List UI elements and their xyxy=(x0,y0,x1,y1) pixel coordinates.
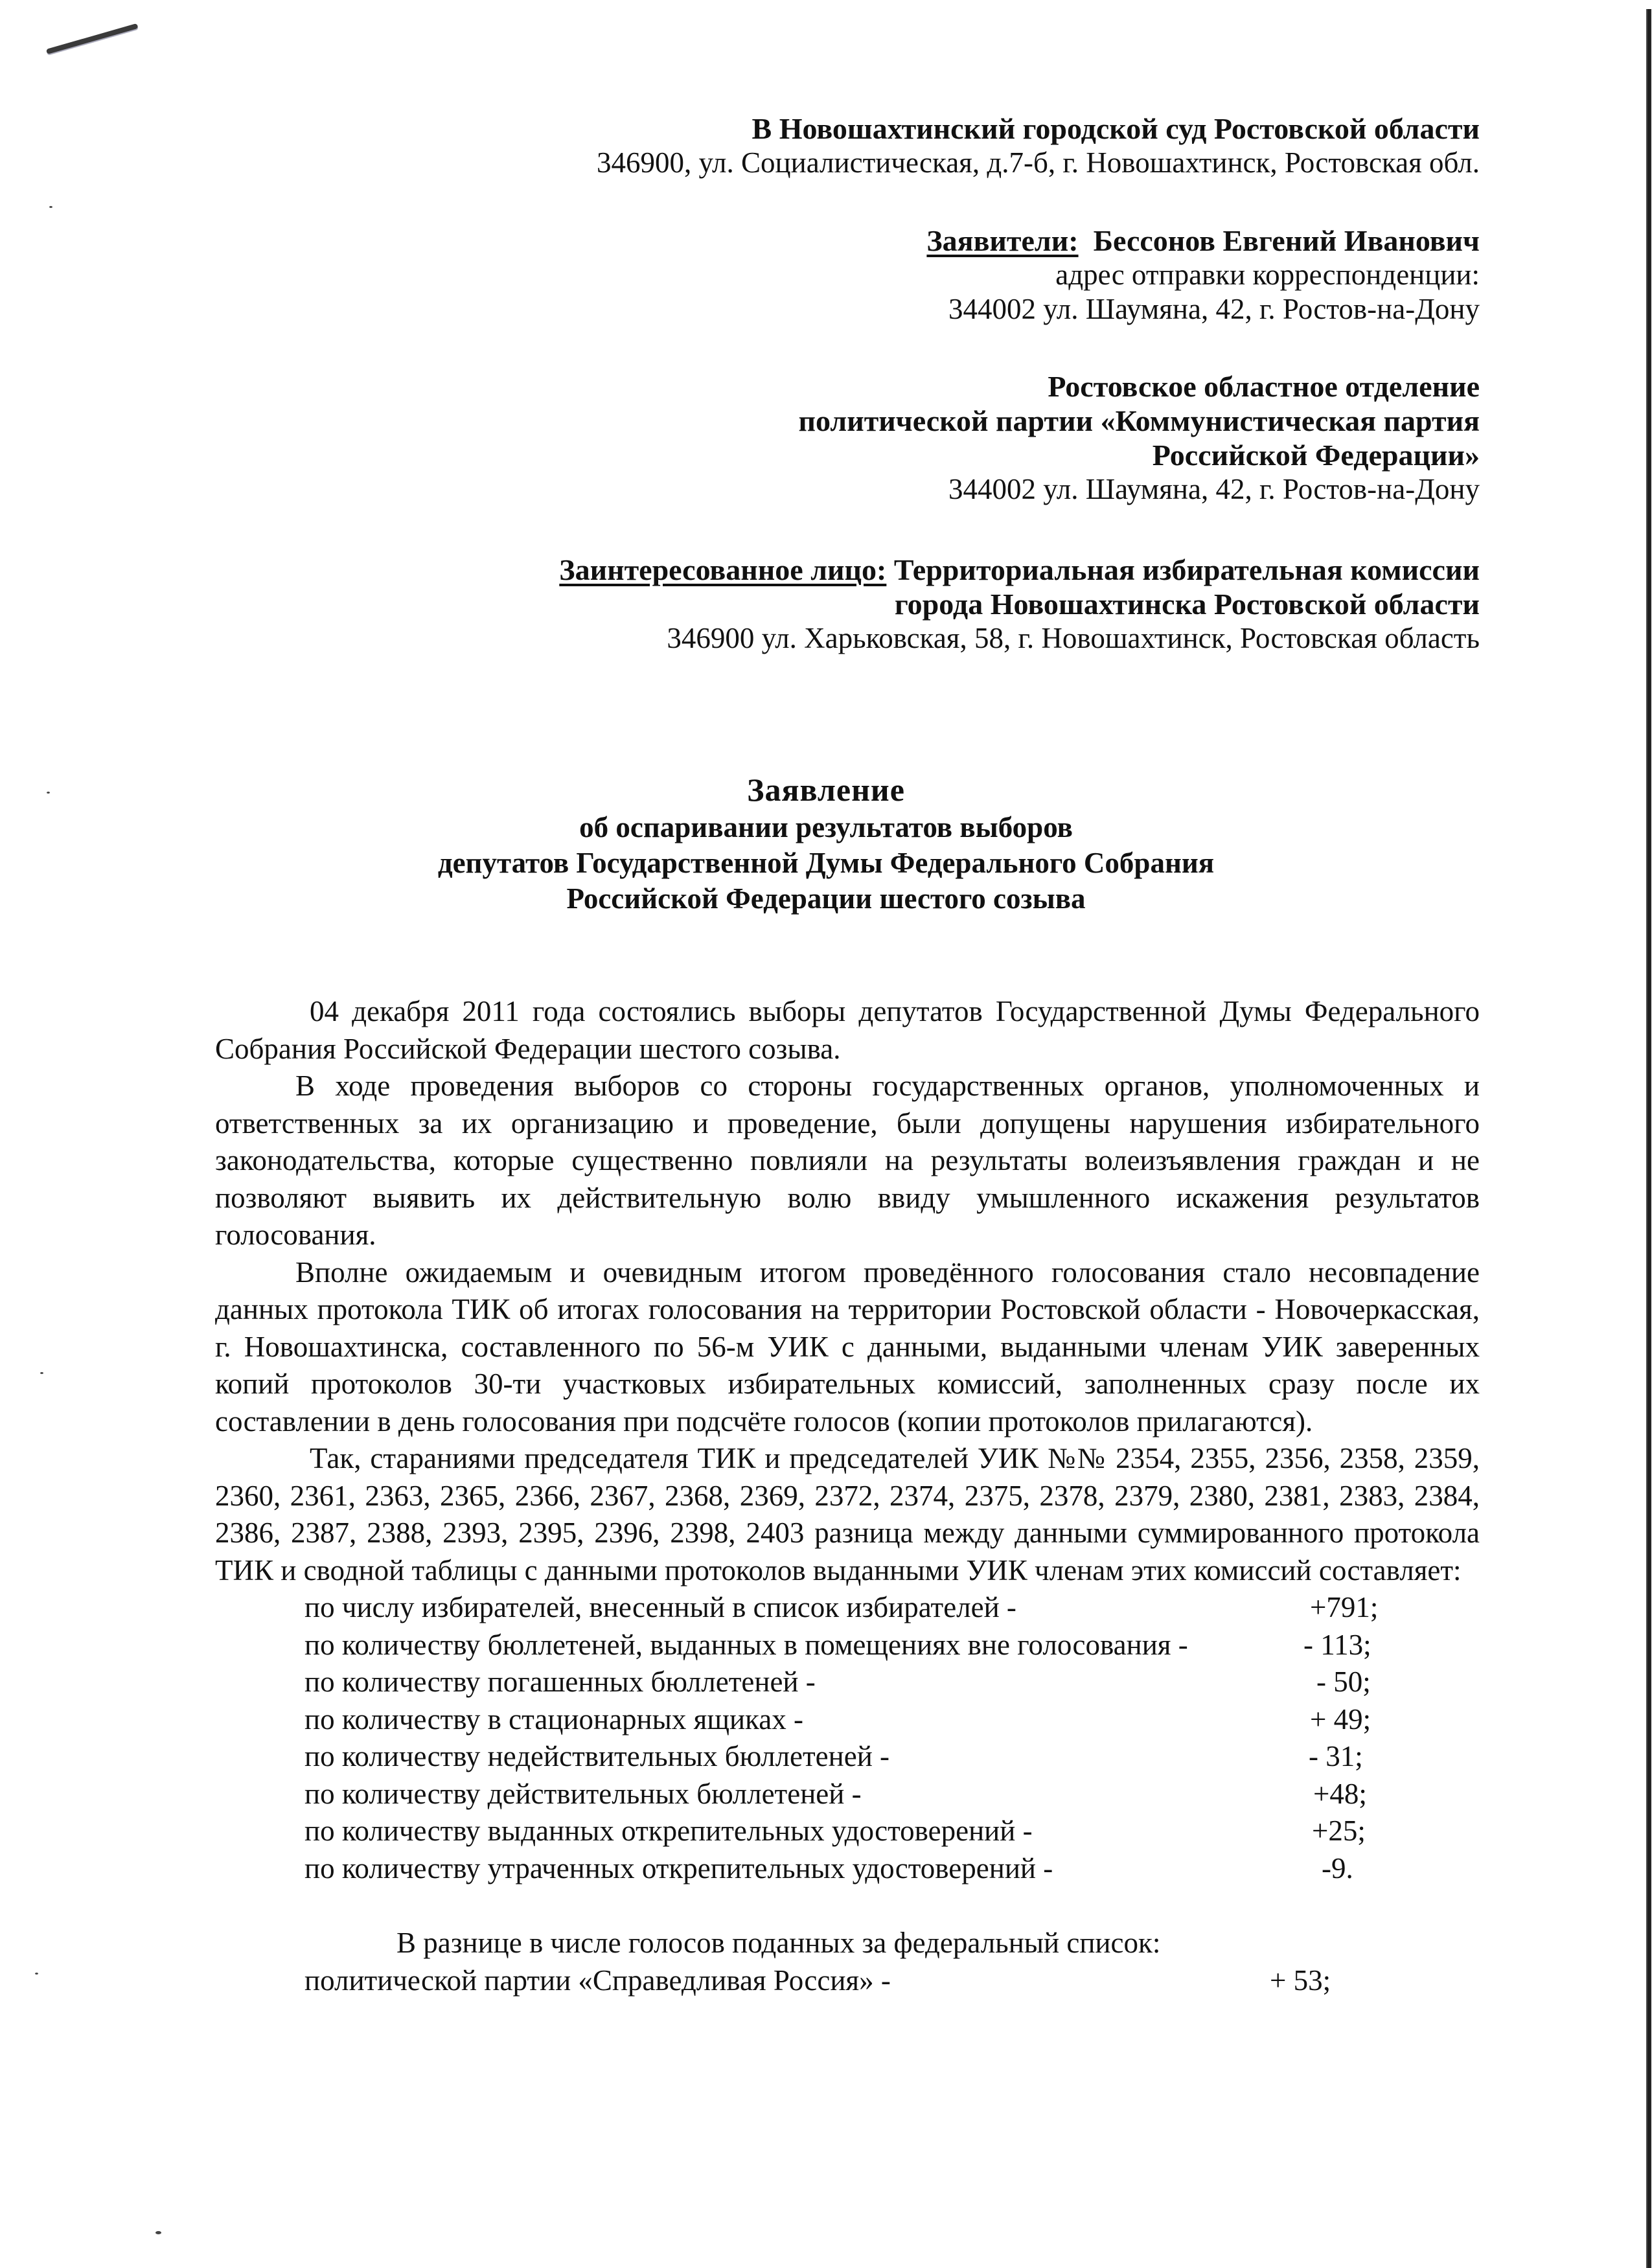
interested-party-name-cont: города Новошахтинска Ростовской области xyxy=(894,588,1480,621)
difference-value: - 31; xyxy=(1309,1740,1363,1772)
scan-speck xyxy=(40,1372,43,1374)
difference-value: +25; xyxy=(1312,1815,1366,1847)
difference-item xyxy=(215,1627,1480,1664)
difference-value: - 113; xyxy=(1303,1628,1371,1661)
difference-value: +48; xyxy=(1313,1777,1367,1810)
applicants-label: Заявители: xyxy=(926,224,1079,257)
court-block xyxy=(597,111,1480,180)
interested-party-label: Заинтересованное лицо: xyxy=(559,553,887,586)
paragraph-violations: В ходе проведения выборов со стороны государственных органов, уполномоченных и ответственных за их организацию и проведение, были допущены нарушения избирательного законодательства, которые существенно повлияли на результаты волеизъявления граждан и не позволяют выявить их действительную волю ввиду умышленного искажения результатов голосования. xyxy=(215,1070,1480,1251)
difference-label: по количеству погашенных бюллетеней - xyxy=(304,1666,816,1698)
document-subtitle-line: депутатов Государственной Думы Федерального Собрания xyxy=(437,847,1215,879)
difference-label: по количеству в стационарных ящиках - xyxy=(304,1702,803,1735)
interested-party-block xyxy=(559,553,1480,656)
paragraph-elections-date: 04 декабря 2011 года состоялись выборы депутатов Государственной Думы Федерального Собрания Российской Федерации шестого созыва. xyxy=(215,995,1480,1065)
document-title: Заявление xyxy=(747,772,905,808)
difference-value: + 49; xyxy=(1310,1702,1371,1735)
difference-label: по числу избирателей, внесенный в список избирателей - xyxy=(304,1591,1016,1623)
applicant-org-line: Ростовское областное отделение xyxy=(1048,370,1480,403)
interested-party-address: 346900 ул. Харьковская, 58, г. Новошахтинск, Ростовская область xyxy=(667,622,1480,654)
scan-speck xyxy=(49,206,52,208)
scan-speck xyxy=(155,2231,161,2234)
applicant-org-block xyxy=(798,369,1480,507)
mail-address-label: адрес отправки корреспонденции: xyxy=(1055,258,1480,291)
party-difference-item xyxy=(215,1962,1480,2000)
difference-item xyxy=(215,1776,1480,1813)
court-name: В Новошахтинский городской суд Ростовской области xyxy=(751,112,1480,145)
party-value: + 53; xyxy=(1270,1964,1331,1997)
difference-value: - 50; xyxy=(1316,1666,1371,1698)
difference-value: +791; xyxy=(1310,1591,1379,1623)
difference-label: по количеству выданных открепительных удостоверений - xyxy=(304,1815,1033,1847)
applicant-person-address: 344002 ул. Шаумяна, 42, г. Ростов-на-Дону xyxy=(948,293,1480,325)
difference-item xyxy=(215,1850,1480,1888)
difference-item xyxy=(215,1813,1480,1850)
paragraph-uik-list: Так, стараниями председателя ТИК и председателей УИК №№ 2354, 2355, 2356, 2358, 2359, 2360, 2361, 2363, 2365, 2366, 2367, 2368, 2369, 2372, 2374, 2375, 2378, 2379, 2380, 2381, 2383, 2384, 2386, 2387, 2388, 2393, 2395, 2396, 2398, 2403 разница между данными суммированного протокола ТИК и сводной таблицы с данными протоколов выданными УИК членам этих комиссий составляет: xyxy=(215,1442,1480,1586)
document-title-block xyxy=(0,770,1652,917)
document-subtitle-line: Российской Федерации шестого созыва xyxy=(566,882,1086,915)
differences-list xyxy=(215,1589,1480,1887)
difference-item xyxy=(215,1738,1480,1776)
difference-label: по количеству бюллетеней, выданных в помещениях вне голосования - xyxy=(304,1628,1188,1661)
interested-party-name: Территориальная избирательная комиссии xyxy=(893,553,1480,586)
difference-item xyxy=(215,1589,1480,1627)
applicants-block xyxy=(926,223,1480,326)
difference-label: по количеству недействительных бюллетеней - xyxy=(304,1740,890,1772)
difference-label: по количеству утраченных открепительных удостоверений - xyxy=(304,1851,1053,1884)
document-body xyxy=(215,993,1480,1999)
document-subtitle-line: об оспаривании результатов выборов xyxy=(579,811,1073,843)
difference-item xyxy=(215,1664,1480,1701)
difference-item xyxy=(215,1701,1480,1739)
court-address: 346900, ул. Социалистическая, д.7-б, г. Новошахтинск, Ростовская обл. xyxy=(597,146,1480,179)
pen-stroke-mark xyxy=(46,23,139,54)
scan-speck xyxy=(35,1973,38,1975)
applicant-person: Бессонов Евгений Иванович xyxy=(1093,224,1480,257)
party-label: политической партии «Справедливая Россия» - xyxy=(304,1964,891,1997)
difference-value: -9. xyxy=(1322,1851,1353,1884)
difference-label: по количеству действительных бюллетеней - xyxy=(304,1777,862,1810)
applicant-org-line: политической партии «Коммунистическая партия xyxy=(798,404,1480,437)
votes-difference-intro: В разнице в числе голосов поданных за федеральный список: xyxy=(396,1927,1161,1959)
applicant-org-line: Российской Федерации» xyxy=(1152,439,1480,472)
applicant-org-address: 344002 ул. Шаумяна, 42, г. Ростов-на-Дону xyxy=(948,473,1480,505)
paragraph-protocol-mismatch: Вполне ожидаемым и очевидным итогом проведённого голосования стало несовпадение данных протокола ТИК об итогах голосования на территории Ростовской области - Новочеркасская, г. Новошахтинска, составленного по 56-м УИК с данными, выданными членам УИК заверенных копий протоколов 30-ти участковых избирательных комиссий, заполненных сразу после их составлении в день голосования при подсчёте голосов (копии протоколов прилагаются). xyxy=(215,1255,1480,1438)
scan-border-edge xyxy=(1646,9,1651,2268)
